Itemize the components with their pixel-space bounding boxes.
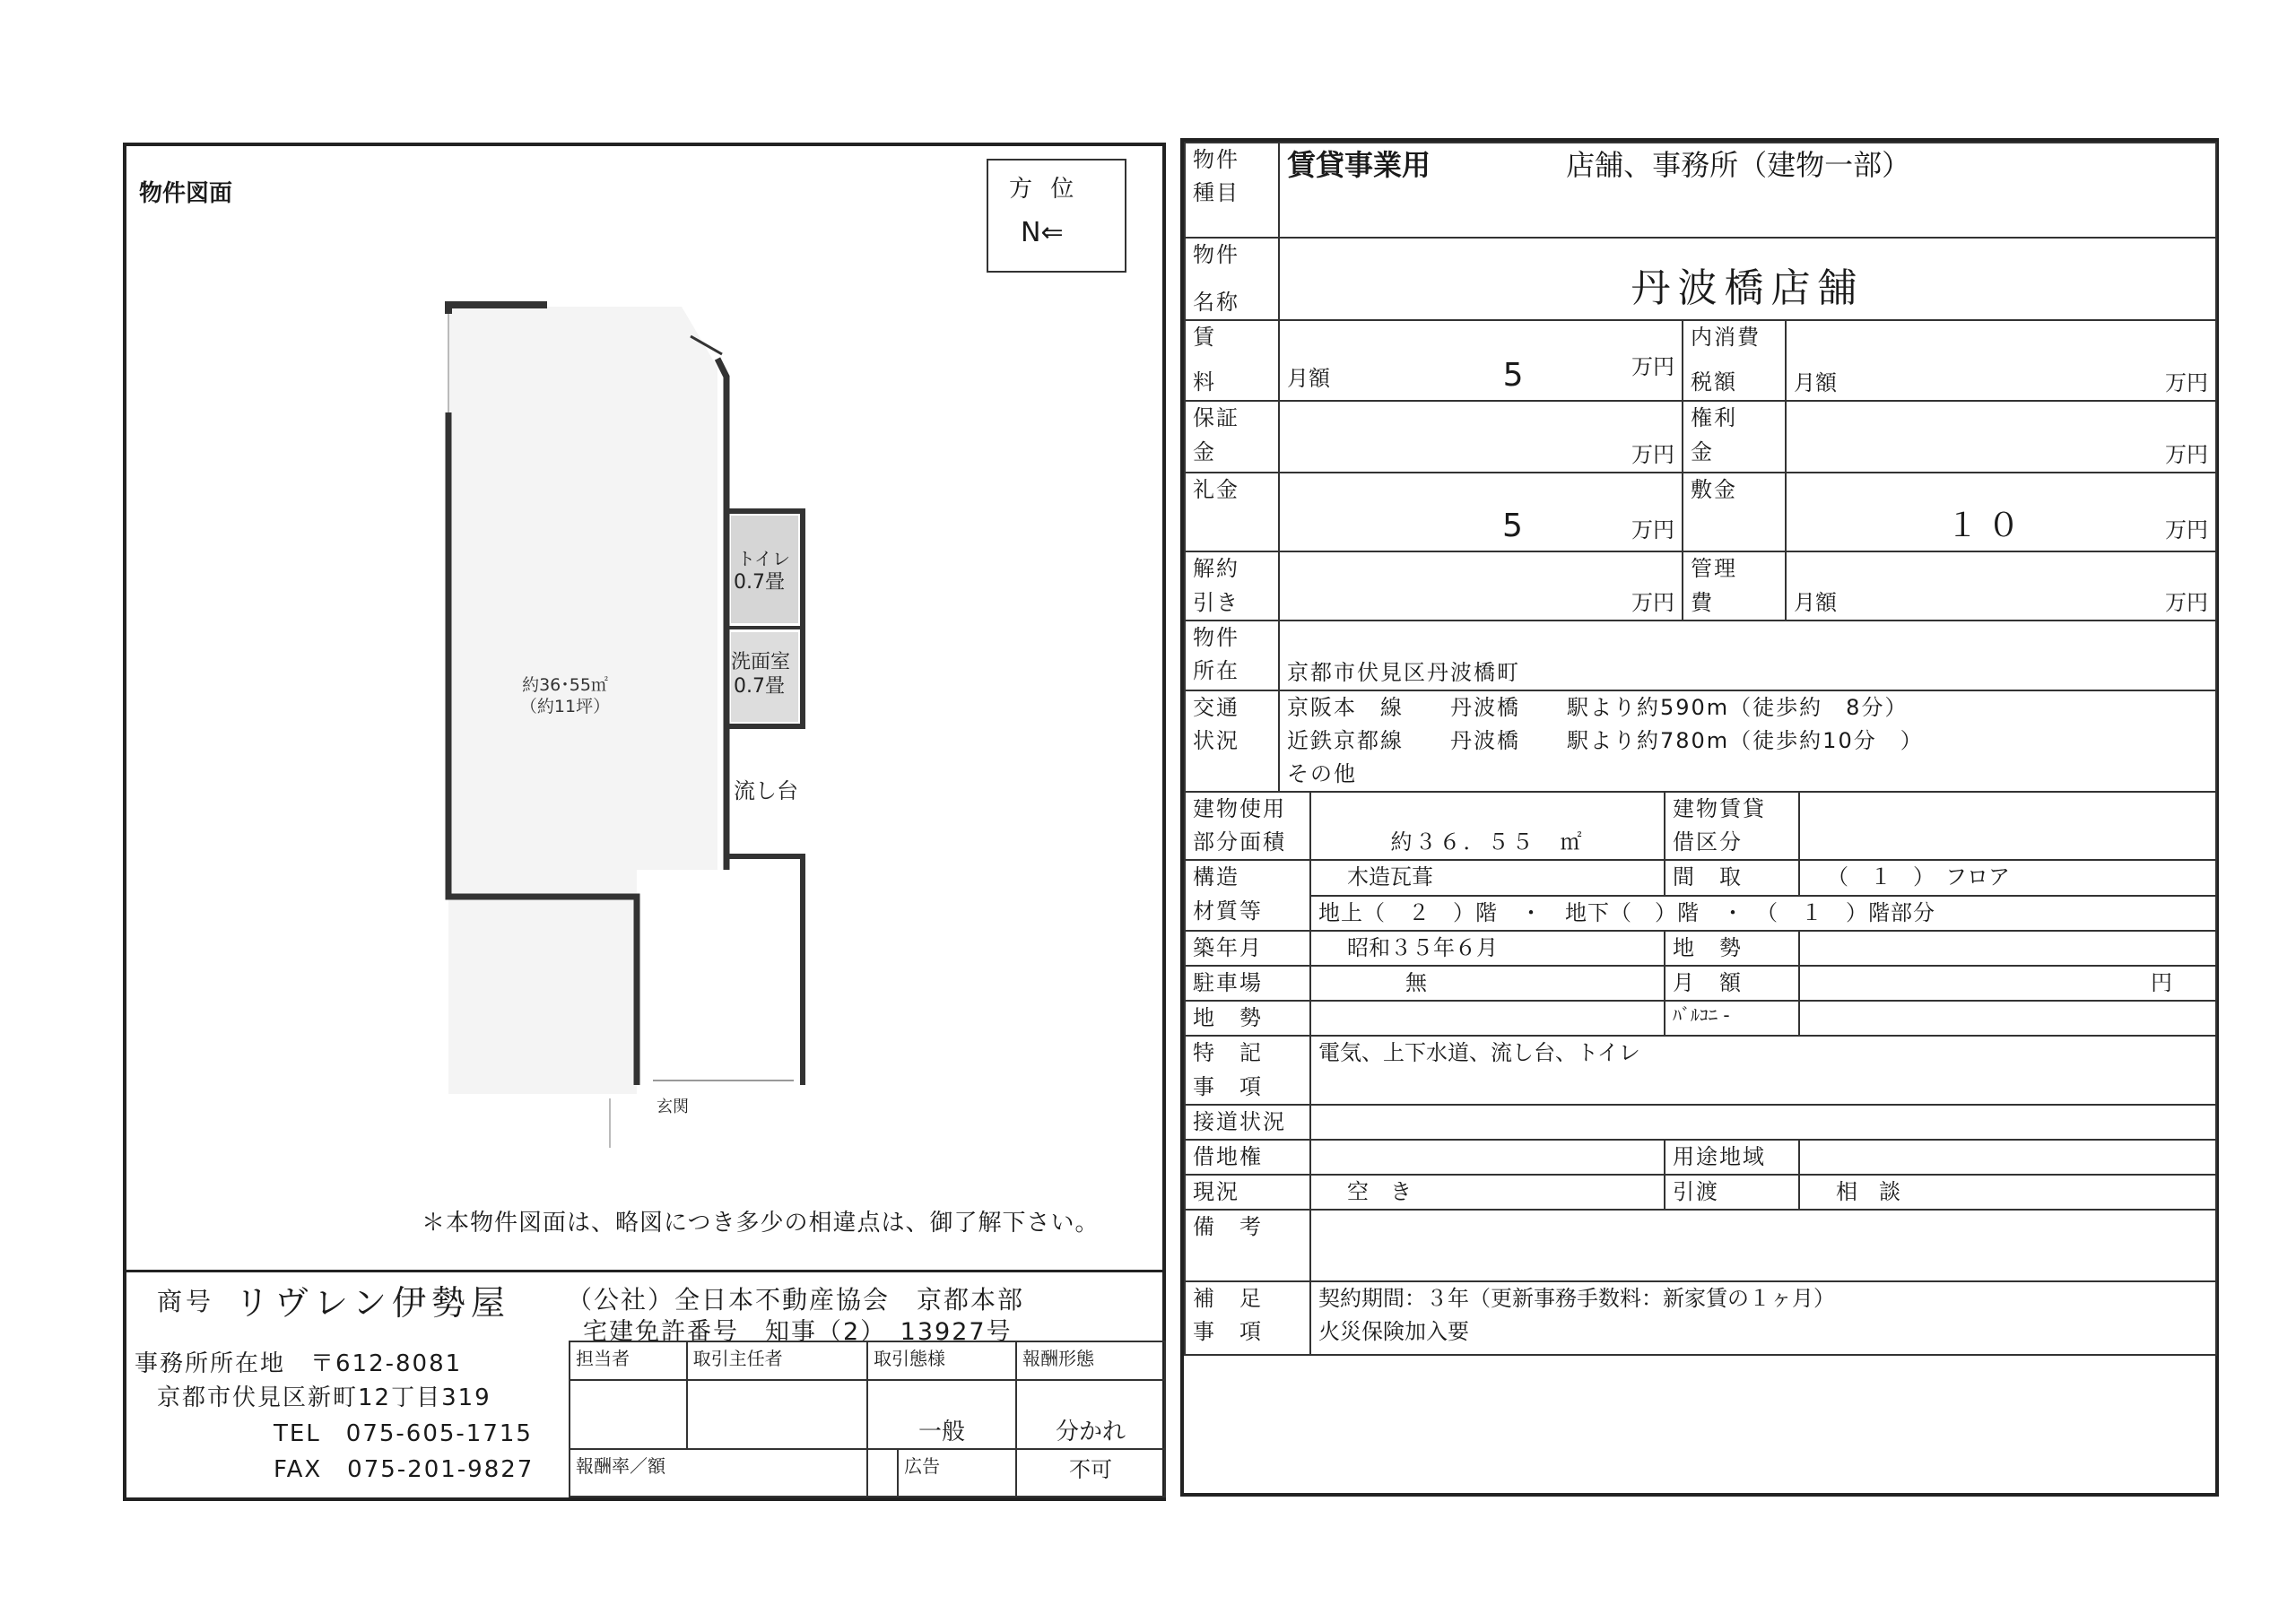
type-label: 物件 種目: [1185, 143, 1279, 238]
remarks-label: 備 考: [1185, 1210, 1310, 1281]
monthly-cell: 円: [1799, 966, 2216, 1001]
toilet-room: [731, 516, 798, 623]
office-address: 京都市伏見区新町12丁目319: [157, 1384, 491, 1411]
mgmt-label: 管理 費: [1683, 551, 1786, 620]
structure-label: 構造 材質等: [1185, 860, 1310, 930]
terrain-value-b: [1310, 1001, 1665, 1036]
balcony-label: ﾊﾞﾙｺﾆ -: [1665, 1001, 1799, 1036]
built-value: 昭和３５年６月: [1310, 931, 1665, 966]
company-label: 商号: [157, 1287, 215, 1316]
fire-insurance: 火災保険加入要: [1318, 1319, 1469, 1345]
deal-ad-label: 広告: [898, 1449, 1016, 1497]
fax: FAX 075-201-9827: [274, 1456, 535, 1483]
tax-label: 内消費 税額: [1683, 320, 1786, 401]
contract-period: 契約期間：３年（更新事務手数料：新家賃の１ヶ月）: [1318, 1286, 1835, 1312]
layout-label: 間 取: [1665, 860, 1799, 895]
wall-right: [718, 359, 726, 870]
deal-person-value: [570, 1380, 687, 1449]
transit-line-kintetsu: 近鉄京都線 丹波橋 駅より約780m（徒歩約10分 ）: [1287, 727, 1924, 753]
transit-cell: [1279, 690, 2216, 793]
road-label: 接道状況: [1185, 1105, 1310, 1140]
shikikin-cell: １０ 万円: [1786, 473, 2216, 551]
floors-value: 地上（ ２ ）階 ・ 地下（ ）階 ・ （ １ ）階部分: [1310, 896, 2216, 931]
room-tsubo-text: （約11坪）: [519, 697, 611, 716]
reikin-cell: 5 万円: [1279, 473, 1683, 551]
spec-money-table: [1184, 142, 2217, 793]
zoning-value: [1799, 1140, 2216, 1175]
toilet-size: 0.7畳: [734, 571, 785, 594]
cancel-cell: 万円: [1279, 551, 1683, 620]
name-label: 物件 名称: [1185, 238, 1279, 320]
reikin-label: 礼金: [1185, 473, 1279, 551]
shikikin-value: １０: [1946, 507, 2030, 544]
area-label: 建物使用 部分面積: [1185, 792, 1310, 860]
spec-building-table: [1184, 791, 2217, 1356]
wall-entrance-right: [726, 856, 803, 1085]
association: （公社）全日本不動産協会 京都本部: [567, 1285, 1025, 1315]
deal-mode-value: 一般: [867, 1380, 1016, 1449]
lease-type-label: 建物賃貸 借区分: [1665, 792, 1799, 860]
transit-other: その他: [1287, 761, 1357, 787]
key-money-cell: 万円: [1786, 401, 2216, 473]
plan-label: 物件図面: [139, 180, 233, 207]
washroom-label: 洗面室: [731, 651, 791, 673]
monthly-label: 月 額: [1665, 966, 1799, 1001]
office-address-label: 事務所所在地 〒612-8081: [135, 1350, 463, 1377]
current-value: 空 き: [1310, 1175, 1665, 1210]
supplement-label: 補 足 事 項: [1185, 1281, 1310, 1355]
supplement-cell: [1310, 1281, 2216, 1355]
terrain-value-a: [1799, 931, 2216, 966]
handover-value: 相 談: [1799, 1175, 2216, 1210]
deal-manager-value: [687, 1380, 867, 1449]
tax-cell: 月額 万円: [1786, 320, 2216, 401]
layout-value: （ １ ） フロア: [1799, 860, 2216, 895]
floor-plan-drawing: [422, 287, 834, 1166]
deposit-cell: 万円: [1279, 401, 1683, 473]
transit-line-keihan: 京阪本 線 丹波橋 駅より約590m（徒歩約 8分）: [1287, 694, 1909, 720]
current-label: 現況: [1185, 1175, 1310, 1210]
type-detail: 店舗、事務所（建物一部）: [1566, 148, 1911, 182]
location-label: 物件 所在: [1185, 621, 1279, 690]
zoning-label: 用途地域: [1665, 1140, 1799, 1175]
plan-disclaimer: ＊本物件図面は、略図につき多少の相違点は、御了解下さい。: [422, 1210, 1100, 1237]
compass-title: 方 位: [1009, 176, 1080, 203]
entrance-label: 玄関: [657, 1098, 689, 1116]
rent-value: 5: [1502, 356, 1524, 394]
deposit-label: 保証 金: [1185, 401, 1279, 473]
property-name: 丹波橋店舗: [1279, 238, 2216, 320]
tel: TEL 075-605-1715: [274, 1420, 533, 1447]
deal-table: [569, 1341, 1166, 1497]
deal-fee-rate-label: 報酬率／額: [570, 1449, 867, 1497]
remarks-value: [1310, 1210, 2216, 1281]
lease-type-value: [1799, 792, 2216, 860]
toilet-label: トイレ: [737, 548, 790, 569]
deal-fee-form-value: 分かれ: [1016, 1380, 1165, 1449]
deal-ad-value: 不可: [1016, 1449, 1165, 1497]
road-value: [1310, 1105, 2216, 1140]
balcony-value: [1799, 1001, 2216, 1036]
license-number: 宅建免許番号 知事（2） 13927号: [583, 1318, 1013, 1346]
deal-header-mode: 取引態様: [867, 1341, 1016, 1380]
notes-label: 特 記 事 項: [1185, 1036, 1310, 1104]
deal-header-fee-form: 報酬形態: [1016, 1341, 1165, 1380]
shikikin-label: 敷金: [1683, 473, 1786, 551]
room-area-text: 約36･55㎡: [522, 675, 608, 695]
rent-label: 賃 料: [1185, 320, 1279, 401]
north-arrow-icon: N⇐: [1021, 217, 1064, 248]
structure-value: 木造瓦葺: [1310, 860, 1665, 895]
parking-label: 駐車場: [1185, 966, 1310, 1001]
landlease-value: [1310, 1140, 1665, 1175]
key-money-label: 権利 金: [1683, 401, 1786, 473]
terrain-label-a: 地 勢: [1665, 931, 1799, 966]
sink-label: 流し台: [734, 778, 798, 803]
mgmt-cell: 月額 万円: [1786, 551, 2216, 620]
deal-header-manager: 取引主任者: [687, 1341, 867, 1380]
built-label: 築年月: [1185, 931, 1310, 966]
parking-value: 無: [1310, 966, 1665, 1001]
cancel-label: 解約 引き: [1185, 551, 1279, 620]
deal-fee-rate-value: [867, 1449, 898, 1497]
notes-value: 電気、上下水道、流し台、トイレ: [1310, 1036, 2216, 1104]
deal-header-person: 担当者: [570, 1341, 687, 1380]
area-value: 約３６．５５ ㎡: [1310, 792, 1665, 860]
terrain-label-b: 地 勢: [1185, 1001, 1310, 1036]
reikin-value: 5: [1502, 507, 1523, 544]
company-name: リヴレン伊勢屋: [235, 1283, 511, 1323]
location-value: 京都市伏見区丹波橋町: [1279, 621, 2216, 690]
footer-divider: [123, 1270, 1166, 1272]
handover-label: 引渡: [1665, 1175, 1799, 1210]
type-value: 賃貸事業用 店舗、事務所（建物一部）: [1279, 143, 2216, 238]
landlease-label: 借地権: [1185, 1140, 1310, 1175]
washroom-size: 0.7畳: [734, 675, 785, 698]
transit-label: 交通 状況: [1185, 690, 1279, 793]
rent-cell: 月額 5 万円: [1279, 320, 1683, 401]
